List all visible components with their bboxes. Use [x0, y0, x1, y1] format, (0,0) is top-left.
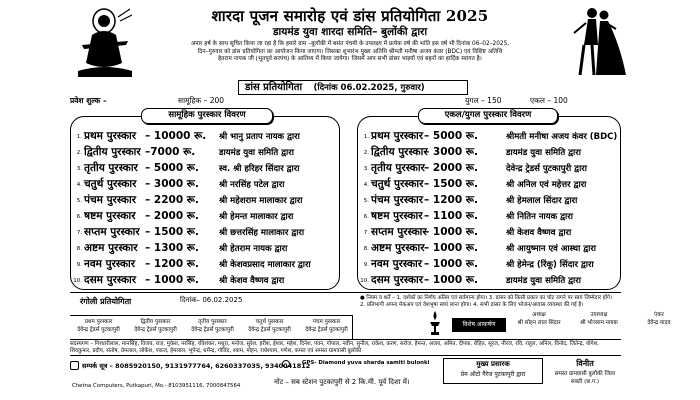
rangoli-date: दिनांक– 06.02.2025 [180, 296, 243, 304]
prize-row [360, 209, 620, 223]
rangoli-title: रंगोली प्रतियोगिता [80, 297, 132, 306]
prize-name: नवम पुरस्कार [84, 258, 136, 270]
prize-name: षष्टम पुरस्कार [371, 210, 423, 222]
prize-amount: – 1000 रू. [424, 242, 478, 254]
prize-row [360, 273, 620, 287]
group-prize-heading: सामूहिक पुरस्कार विवरण [141, 108, 273, 124]
prize-name: षष्टम पुरस्कार [84, 210, 136, 222]
rangoli-cell-label: प्रथम पुरस्कार [84, 319, 113, 325]
prize-row [360, 177, 620, 191]
poster-subtitle: डायमंड युवा शारदा समिति– बुलोंकी द्वारा [272, 26, 428, 38]
prize-sponsor: श्री हेमलाल सिंदार द्वारा [506, 196, 578, 206]
solo-prize-heading: एकल/युगल पुरस्कार विवरण [418, 108, 558, 124]
rangoli-cell-label: चतुर्थ पुरस्कार [255, 319, 284, 325]
official [510, 312, 568, 327]
prize-row [73, 129, 339, 143]
rule-line: 2. प्रतिभागी अपना मेकअप एवं वेशभूषा स्वयं लाना होगा। 4. सभी डांसर के लिए भोजन/आवास व्यवस्था की गई है। [360, 302, 584, 309]
prize-name: नवम पुरस्कार [371, 258, 423, 270]
intro-text [135, 41, 565, 64]
rangoli-cell-sponsor: देवेन्द्र ट्रेडर्स पुटकापुरी [134, 327, 177, 333]
prize-sponsor: श्री केशवप्रसाद मालाकार द्वारा [219, 260, 311, 270]
prize-sponsor: डायमंड युवा समिति द्वारा [506, 148, 581, 158]
prize-name: तृतीय पुरस्कार [84, 162, 138, 174]
prize-name: तृतीय पुरस्कार [371, 162, 425, 174]
competition-title-box [238, 80, 468, 95]
group-fee: सामूहिक – 200 [178, 96, 225, 105]
dancing-couple-illustration [568, 5, 630, 79]
prize-name: अष्टम पुरस्कार [371, 242, 425, 254]
vineet-box [550, 358, 620, 396]
printer-credit: Chetna Computers, Putkapuri, Mo.- 8103951116, 7000847564 [72, 383, 241, 389]
direction-note: नोट – सब स्टेशन पुटकापुरी से 2 कि.मी. पूर्व दिशा में। [274, 378, 410, 386]
prize-index: 5. [76, 198, 82, 204]
prize-row [73, 257, 339, 271]
prize-name: चतुर्थ पुरस्कार [371, 178, 424, 190]
official [570, 312, 628, 327]
prize-sponsor: श्री हेमेन्द्र (रिंकू) सिंदार द्वारा [506, 260, 594, 270]
main-broadcaster-box [443, 358, 543, 384]
official-title: एंकर [654, 312, 664, 318]
main-broadcaster-name: प्रेम ऑटो गैरेज पुटकापुरी द्वारा [460, 371, 526, 378]
prize-amount: – 2000 रू. [424, 162, 478, 174]
rangoli-cell-sponsor: देवेन्द्र ट्रेडर्स पुटकापुरी [248, 327, 291, 333]
prize-sponsor: श्री भानु प्रताप नायक द्वारा [219, 132, 300, 142]
rangoli-section [70, 292, 671, 340]
prize-amount: – 3000 रू. [145, 178, 199, 190]
prize-name: पंचम पुरस्कार [84, 194, 136, 206]
rangoli-cell [70, 318, 127, 334]
prize-row [73, 161, 339, 175]
official-name: श्री भोजराम नायक [580, 319, 618, 326]
prize-amount: – 1200 रू. [424, 194, 478, 206]
prize-sponsor: स्व. श्री हरिहर सिंदार द्वारा [219, 164, 300, 174]
saraswati-illustration [74, 5, 136, 79]
prize-index: 8. [76, 246, 82, 252]
prize-index: 1. [76, 134, 82, 140]
rangoli-cell [298, 318, 355, 334]
rangoli-cell-sponsor: देवेन्द्र ट्रेडर्स पुटकापुरी [305, 327, 348, 333]
rangoli-cell-sponsor: देवेन्द्र ट्रेडर्स पुटकापुरी [77, 327, 120, 333]
prize-name: द्वितीय पुरस्कार [84, 146, 141, 158]
contact-numbers: सम्पर्क सूत्र – 8085920150, 9131977764, 6260337035, 9340041812 [82, 362, 311, 370]
prize-index: 7. [363, 230, 369, 236]
prize-sponsor: श्री केशव वैष्णव द्वारा [506, 228, 572, 238]
prize-sponsor: श्री अनिल एवं महेत्तर द्वारा [506, 180, 587, 190]
prize-name: प्रथम पुरस्कार [84, 130, 137, 142]
prize-sponsor: डायमंड युवा समिति द्वारा [506, 276, 581, 286]
official-name: देवेन्द्र यादव [647, 319, 671, 326]
prize-index: 3. [363, 166, 369, 172]
prize-index: 8. [363, 246, 369, 252]
prize-row [360, 225, 620, 239]
prize-sponsor: श्री आयुष्मान एवं आस्था द्वारा [506, 244, 597, 254]
prize-index: 2. [363, 150, 369, 156]
entry-fee-label: प्रवेश शुल्क – [70, 96, 107, 105]
prize-amount: – 1000 रू. [424, 274, 478, 286]
prize-index: 4. [76, 182, 82, 188]
prize-index: 1. [363, 134, 369, 140]
prize-sponsor: श्री हेमन्त मालाकार द्वारा [219, 212, 294, 222]
prize-sponsor: श्री केशव वैष्णव द्वारा [219, 276, 285, 286]
prize-sponsor: देवेन्द्र ट्रेडर्स पुटकापुरी द्वारा [506, 164, 587, 174]
official-name: श्री सोहन लाल सिंदार [517, 319, 561, 326]
intro-line: दिन–गुरुवार को डांस प्रतियोगिता का आयोजन किया जाएगा। जिसका शुभारंभ मुख्य अतिथि श्रीमती मनीषा अजय कंवर (BDC) एवं विशिष्ट अतिथि [197, 48, 503, 55]
rangoli-cell-sponsor: देवेन्द्र ट्रेडर्स पुटकापुरी [191, 327, 234, 333]
prize-amount: – 3000 रू. [424, 146, 478, 158]
footer [70, 355, 621, 397]
solo-prize-panel [357, 110, 621, 290]
rangoli-cell [127, 318, 184, 334]
prize-row [73, 241, 339, 255]
prize-amount: – 1300 रू. [145, 242, 199, 254]
prize-amount: – 1000 रू. [424, 226, 478, 238]
prize-amount: – 1500 रू. [424, 178, 478, 190]
intro-line: अपार हर्ष के साथ सूचित किया जा रहा है कि हमारे ग्राम –बुलोंकी में बसंत पंचमी के उपलक्ष्य में प्रत्येक वर्ष की भांति इस वर्ष भी दिनांक 06–02–2025, [190, 41, 510, 47]
rangoli-prize-table [70, 315, 353, 339]
prize-amount: – 1500 रू. [145, 226, 199, 238]
prize-sponsor: श्री हेतराम नायक द्वारा [219, 244, 288, 254]
prize-amount: – 5000 रू. [145, 162, 199, 174]
rangoli-cell-label: पंचम पुरस्कार [312, 319, 341, 325]
prize-name: प्रथम पुरस्कार [371, 130, 424, 142]
prize-amount: – 2200 रू. [145, 194, 199, 206]
prize-row [360, 129, 620, 143]
special-attraction-badge: विशेष आकर्षण [452, 318, 506, 332]
prize-name: अष्टम पुरस्कार [84, 242, 138, 254]
prize-row [360, 241, 620, 255]
solo-fee: एकल – 100 [530, 96, 568, 105]
prize-row [73, 145, 339, 159]
divider [70, 339, 621, 340]
prize-index: 4. [363, 182, 369, 188]
prize-amount: – 1000 रू. [145, 274, 199, 286]
prize-row [73, 225, 339, 239]
prize-name: दसम पुरस्कार [371, 274, 424, 286]
committee-members: सदस्यगण – गिरधारीलाल, मानसिंह, विजय, राज, मुकेश, नरसिंह, रविशंकर, मथुरा, मनोज, सुरेश, हरीश, ईश्वर, महेश, दिनेश, पवन, गोपाल, नवीन, सुनील, राकेश, करण, सरोज, हेमन्त, अजय, अमित, दीपक, रोहित, सूरज, नीरज, रवि, राहुल, अनिल, विनोद, जितेन्द्र, योगेश, शिवकुमार, प्रदीप, संतोष, प्रेमलाल, लोकेश, पंकज, हेमलाल, भूपेन्द्र, धर्मेन्द्र, गोविंद, श्याम, मोहन, राधेश्याम, गणेश, कमल एवं समस्त ग्रामवासी बुलोंकी [70, 341, 599, 355]
gps-location: GPS- Diamond yuva sharda samiti bulonki [302, 360, 430, 366]
official [630, 312, 688, 327]
prize-amount: – 1000 रू. [424, 258, 478, 270]
prize-row [73, 273, 339, 287]
prize-row [360, 145, 620, 159]
official-title: अध्यक्ष [532, 312, 546, 318]
prize-name: द्वितीय पुरस्कार [371, 146, 428, 158]
prize-index: 10. [73, 278, 82, 284]
competition-date: (दिनांक 06.02.2025, गुरुवार) [313, 83, 425, 93]
prize-index: 9. [363, 262, 369, 268]
rangoli-cell-label: द्वितीय पुरस्कार [140, 319, 171, 325]
officials [510, 312, 690, 340]
prize-sponsor: श्री छत्तरसिंह मालाकार द्वारा [219, 228, 305, 238]
rules-notes [360, 295, 620, 310]
group-prize-panel [70, 110, 340, 290]
prize-row [73, 209, 339, 223]
prize-sponsor: श्रीमती मनीषा अजय कंवर (BDC) [506, 132, 618, 142]
prize-name: दसम पुरस्कार [84, 274, 137, 286]
prize-index: 7. [76, 230, 82, 236]
prize-index: 10. [360, 278, 369, 284]
rangoli-cell-label: तृतीय पुरस्कार [198, 319, 227, 325]
official-title: उपाध्यक्ष [590, 312, 608, 318]
vineet-title: विनीत [576, 359, 594, 368]
prize-amount: – 5000 रू. [424, 130, 478, 142]
prize-row [73, 177, 339, 191]
prize-index: 5. [363, 198, 369, 204]
prize-index: 3. [76, 166, 82, 172]
prize-amount: – 2000 रू. [145, 210, 199, 222]
prize-index: 2. [76, 150, 82, 156]
main-broadcaster-title: मुख्य प्रसारक [476, 360, 510, 368]
vineet-text: समस्त ग्रामवासी बुलोंकी जिला सक्ती (छ.ग.) [554, 371, 616, 385]
prize-name: पंचम पुरस्कार [371, 194, 423, 206]
poster-title: शारदा पूजन समारोह एवं डांस प्रतियोगिता 2025 [211, 7, 489, 25]
prize-sponsor: डायमंड युवा समिति द्वारा [219, 148, 294, 158]
location-pin-icon [282, 360, 290, 368]
prize-sponsor: श्री महेशराम मालाकार द्वारा [219, 196, 303, 206]
prize-row [73, 193, 339, 207]
prize-index: 9. [76, 262, 82, 268]
prize-sponsor: श्री नरसिंह पटेल द्वारा [219, 180, 285, 190]
rangoli-cell [241, 318, 298, 334]
prize-amount: –7000 रू. [145, 146, 196, 158]
prize-amount: – 1200 रू. [145, 258, 199, 270]
duo-fee: युगल – 150 [465, 96, 502, 105]
prize-name: सप्तम पुरस्कार [84, 226, 140, 238]
intro-line: हेतराम नायक जी (भूतपूर्व सरपंच) के आतिथ्य में किया जायेगा। जिसमें आप सभी डांसर भाइयों एवं बहनों का हार्दिक स्वागत है। [218, 56, 482, 63]
prize-name: सप्तम पुरस्कार [371, 226, 427, 238]
prize-name: चतुर्थ पुरस्कार [84, 178, 137, 190]
prize-amount: – 1100 रू. [424, 210, 478, 222]
prize-index: 6. [363, 214, 369, 220]
prize-sponsor: श्री नितिन नायक द्वारा [506, 212, 573, 222]
prize-index: 6. [76, 214, 82, 220]
prize-row [360, 193, 620, 207]
phone-icon [70, 361, 79, 370]
rule-line: ● नियम व शर्तें – 1. दर्शकों का निर्णय अंतिम एवं सर्वमान्य होगा। 3. डांसर को किसी प्रकार का चोट लगने पर स्वयं जिम्मेदार होंगे। [360, 295, 613, 301]
rangoli-cell [184, 318, 241, 334]
competition-title: डांस प्रतियोगिता [245, 82, 303, 93]
lamp-icon [428, 310, 442, 336]
prize-amount: – 10000 रू. [145, 130, 207, 142]
prize-row [360, 257, 620, 271]
prize-row [360, 161, 620, 175]
